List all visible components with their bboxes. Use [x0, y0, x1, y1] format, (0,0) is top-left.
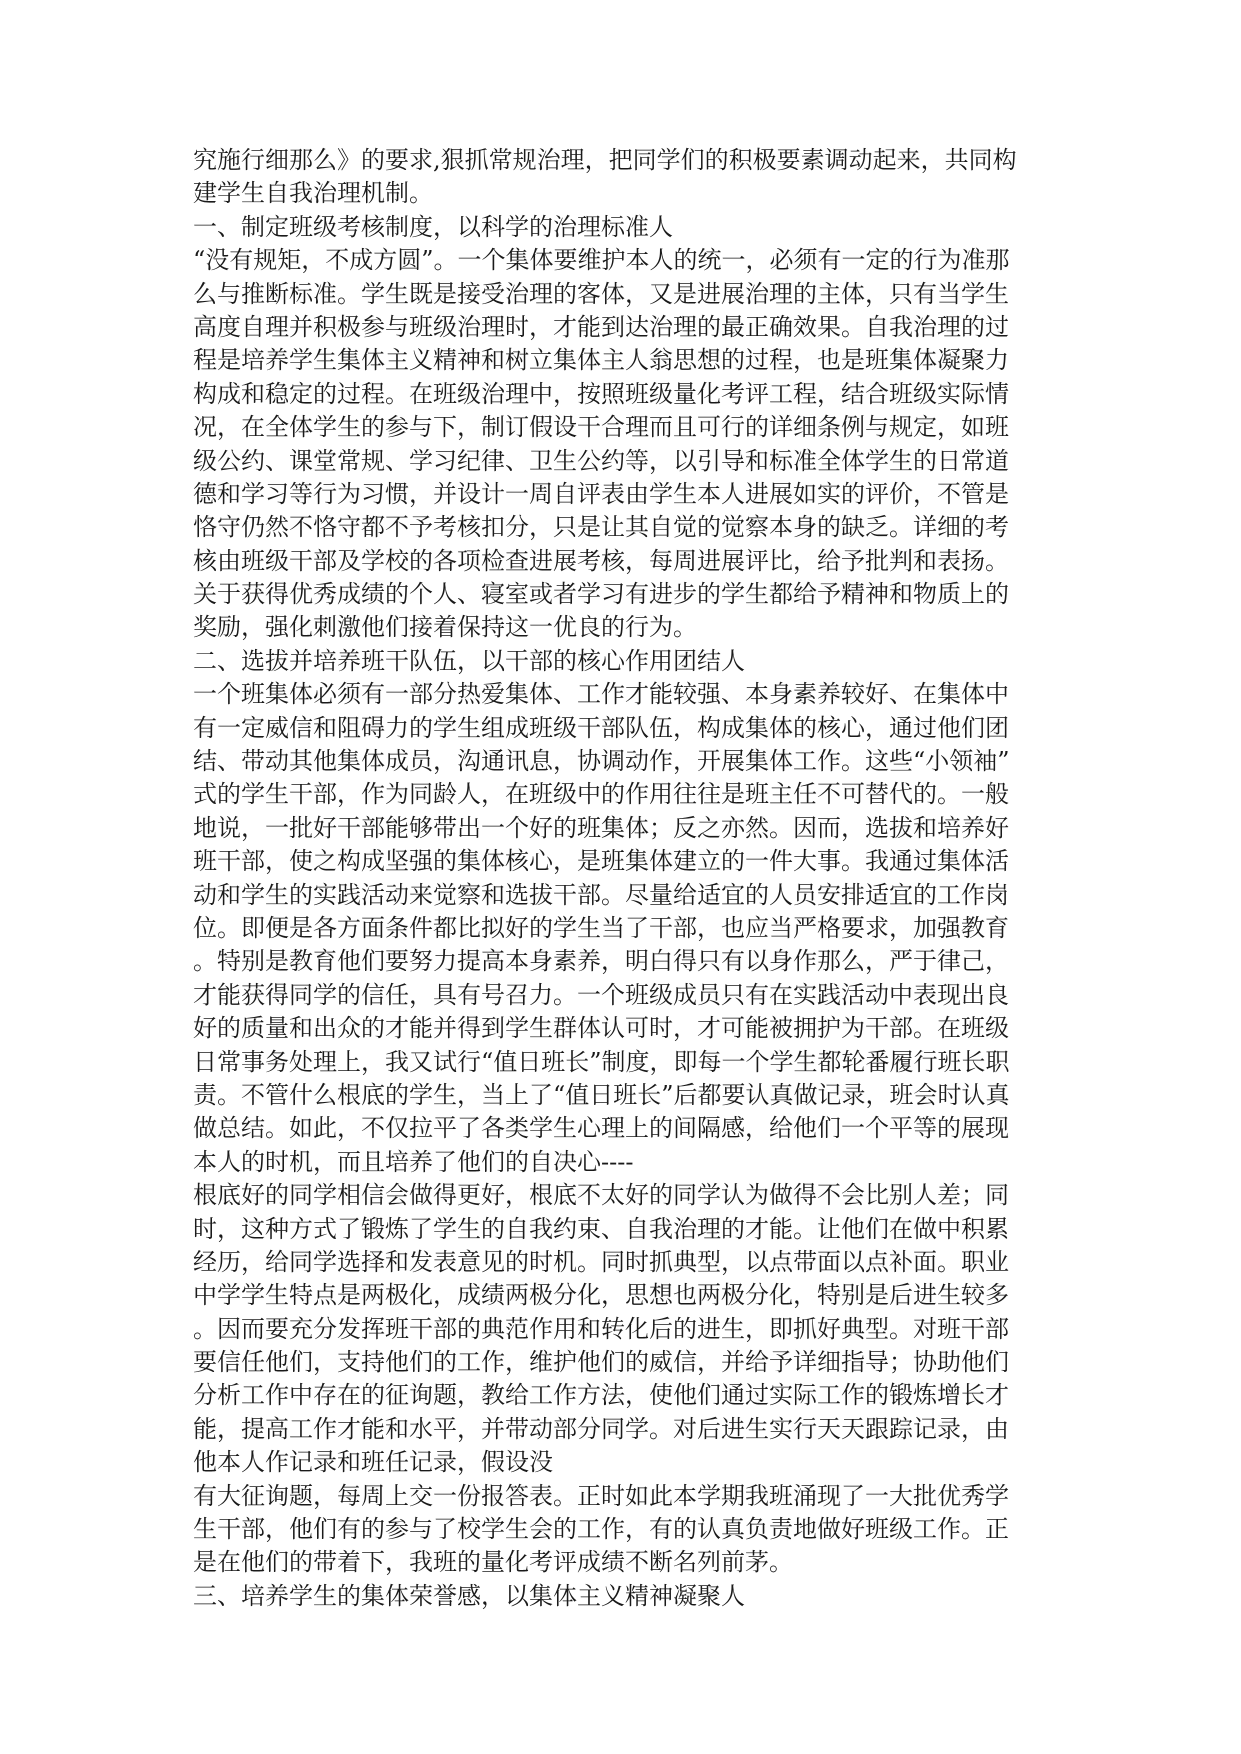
- section-heading: 二、选拔并培养班干队伍，以干部的核心作用团结人: [193, 646, 745, 675]
- text-line: 构成和稳定的过程。在班级治理中，按照班级量化考评工程，结合班级实际情: [193, 379, 1009, 408]
- text-line: 况，在全体学生的参与下，制订假设干合理而且可行的详细条例与规定，如班: [193, 413, 1009, 442]
- text-line: 德和学习等行为习惯，并设计一周自评表由学生本人进展如实的评价，不管是: [193, 479, 1009, 508]
- text-line: 有大征询题，每周上交一份报答表。正时如此本学期我班涌现了一大批优秀学: [193, 1481, 1009, 1510]
- section-heading: 三、培养学生的集体荣誉感，以集体主义精神凝聚人: [193, 1581, 745, 1610]
- text-line: 要信任他们，支持他们的工作，维护他们的威信，并给予详细指导；协助他们: [193, 1348, 1009, 1377]
- text-line: 时，这种方式了锻炼了学生的自我约束、自我治理的才能。让他们在做中积累: [193, 1214, 1009, 1243]
- document-body: [193, 144, 1053, 1613]
- text-line: 地说，一批好干部能够带出一个好的班集体；反之亦然。因而，选拔和培养好: [193, 813, 1009, 842]
- text-line: 恪守仍然不恪守都不予考核扣分，只是让其自觉的觉察本身的缺乏。详细的考: [193, 513, 1009, 542]
- text-line: 经历，给同学选择和发表意见的时机。同时抓典型，以点带面以点补面。职业: [193, 1247, 1009, 1276]
- text-line: 分析工作中存在的征询题，教给工作方法，使他们通过实际工作的锻炼增长才: [193, 1381, 1009, 1410]
- text-line: 式的学生干部，作为同龄人，在班级中的作用往往是班主任不可替代的。一般: [193, 780, 1009, 809]
- text-line: 中学学生特点是两极化，成绩两极分化，思想也两极分化，特别是后进生较多: [193, 1281, 1009, 1310]
- text-line: 他本人作记录和班任记录，假设没: [193, 1448, 553, 1477]
- text-line: 才能获得同学的信任，具有号召力。一个班级成员只有在实践活动中表现出良: [193, 980, 1009, 1009]
- text-line: 么与推断标准。学生既是接受治理的客体，又是进展治理的主体，只有当学生: [193, 279, 1009, 308]
- text-line: 核由班级干部及学校的各项检查进展考核，每周进展评比，给予批判和表扬。: [193, 546, 1009, 575]
- text-line: 做总结。如此，不仅拉平了各类学生心理上的间隔感，给他们一个平等的展现: [193, 1114, 1009, 1143]
- text-line: 奖励，强化刺激他们接着保持这一优良的行为。: [193, 613, 697, 642]
- text-line: 生干部，他们有的参与了校学生会的工作，有的认真负责地做好班级工作。正: [193, 1515, 1009, 1544]
- text-line: 。特别是教育他们要努力提高本身素养，明白得只有以身作那么，严于律己，: [193, 947, 1009, 976]
- text-line: 好的质量和出众的才能并得到学生群体认可时，才可能被拥护为干部。在班级: [193, 1014, 1009, 1043]
- text-line: 级公约、课堂常规、学习纪律、卫生公约等，以引导和标准全体学生的日常道: [193, 446, 1009, 475]
- text-line: 程是培养学生集体主义精神和树立集体主人翁思想的过程，也是班集体凝聚力: [193, 346, 1009, 375]
- text-line: 日常事务处理上，我又试行“值日班长”制度，即每一个学生都轮番履行班长职: [193, 1047, 1010, 1076]
- text-line: 是在他们的带着下，我班的量化考评成绩不断名列前茅。: [193, 1548, 793, 1577]
- text-line: 本人的时机，而且培养了他们的自决心----: [193, 1147, 634, 1176]
- text-line: 一个班集体必须有一部分热爱集体、工作才能较强、本身素养较好、在集体中: [193, 680, 1009, 709]
- section-heading: 一、制定班级考核制度，以科学的治理标准人: [193, 212, 673, 241]
- text-line: 关于获得优秀成绩的个人、寝室或者学习有进步的学生都给予精神和物质上的: [193, 580, 1009, 609]
- text-line: 班干部，使之构成坚强的集体核心，是班集体建立的一件大事。我通过集体活: [193, 847, 1009, 876]
- text-line: 究施行细那么》的要求,狠抓常规治理，把同学们的积极要素调动起来，共同构: [193, 146, 1017, 174]
- text-line: 建学生自我治理机制。: [193, 179, 433, 208]
- text-line: “没有规矩，不成方圆”。一个集体要维护本人的统一，必须有一定的行为准那: [193, 246, 1010, 275]
- text-line: 结、带动其他集体成员，沟通讯息，协调动作，开展集体工作。这些“小领袖”: [193, 747, 1010, 776]
- text-line: 动和学生的实践活动来觉察和选拔干部。尽量给适宜的人员安排适宜的工作岗: [193, 880, 1009, 909]
- text-line: 根底好的同学相信会做得更好，根底不太好的同学认为做得不会比别人差；同: [193, 1181, 1009, 1210]
- text-line: 责。不管什么根底的学生，当上了“值日班长”后都要认真做记录，班会时认真: [193, 1080, 1010, 1109]
- text-line: 能，提高工作才能和水平，并带动部分同学。对后进生实行天天跟踪记录，由: [193, 1414, 1009, 1443]
- text-line: 位。即便是各方面条件都比拟好的学生当了干部，也应当严格要求，加强教育: [193, 913, 1009, 942]
- text-line: 。因而要充分发挥班干部的典范作用和转化后的进生，即抓好典型。对班干部: [193, 1314, 1009, 1343]
- text-line: 高度自理并积极参与班级治理时，才能到达治理的最正确效果。自我治理的过: [193, 312, 1009, 341]
- text-line: 有一定威信和阻碍力的学生组成班级干部队伍，构成集体的核心，通过他们团: [193, 713, 1009, 742]
